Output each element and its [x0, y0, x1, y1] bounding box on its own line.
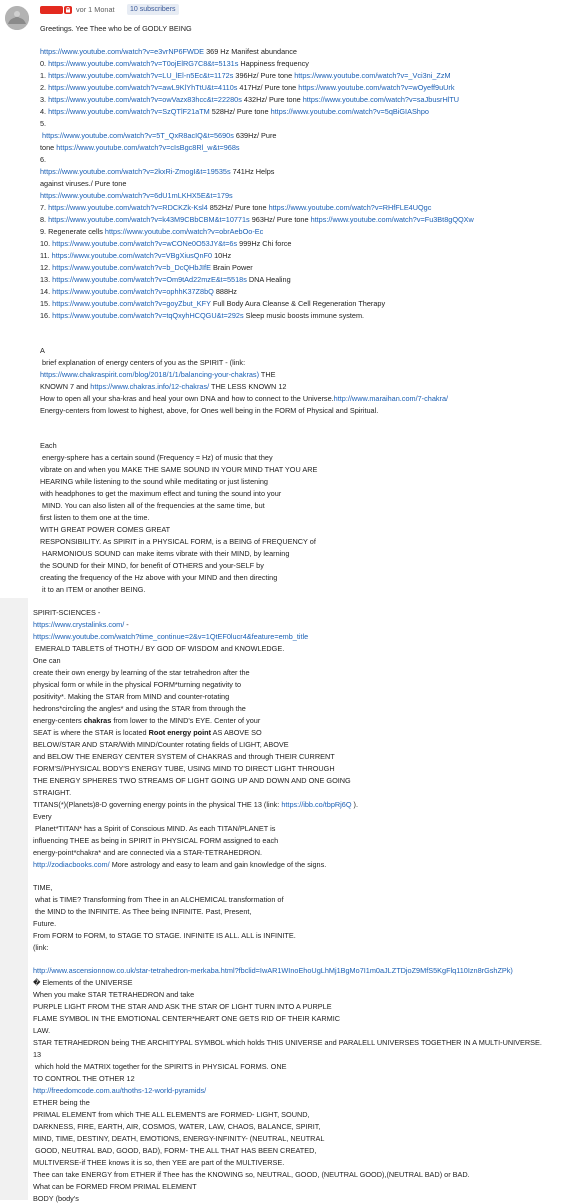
comment-link[interactable]: https://www.youtube.com/watch?v=T0ojElRG7C8&t=5131s: [48, 59, 239, 68]
comment-link[interactable]: https://www.chakraspirit.com/blog/2018/1/1/balancing-your-chakras): [40, 370, 260, 379]
comment-line: [33, 620, 129, 630]
comment-text: -: [124, 620, 129, 629]
comment-line: [33, 764, 335, 774]
comment-text: HEARING while listening to the sound while meditating or just listening: [40, 477, 268, 486]
comment-text: Each: [40, 441, 57, 450]
comment-line: [33, 680, 241, 690]
comment-text: 7.: [40, 203, 49, 212]
comment-text: 16.: [40, 311, 53, 320]
comment-text: first listen to them one at the time.: [40, 513, 150, 522]
comment-line: [33, 978, 133, 988]
comment-text: 8.: [40, 215, 49, 224]
comment-line: [33, 752, 335, 762]
comment-text: AS ABOVE SO: [211, 728, 262, 737]
comment-line: [33, 800, 358, 810]
comment-line: [33, 1134, 324, 1144]
comment-line: [40, 119, 46, 129]
comment-text: 741Hz Helps: [230, 167, 275, 176]
comment-text: 999Hz Chi force: [237, 239, 292, 248]
comment-link[interactable]: https://www.youtube.com/watch?v=k43M9CBbCBM&t=10771s: [48, 215, 250, 224]
comment-text: TITANS(*)(Planets)8-D governing energy points in the physical THE 13 (link:: [33, 800, 282, 809]
comment-line: [40, 59, 309, 69]
comment-link[interactable]: https://www.crystalinks.com/: [33, 620, 125, 629]
comment-line: [40, 179, 126, 189]
comment-text: MIND. You can also listen all of the frequencies at the same time, but: [40, 501, 265, 510]
comment-line: [40, 251, 231, 261]
comment-line: [33, 824, 275, 834]
comment-text: BELOW/STAR AND STAR/With MIND/Counter rotating fields of LIGHT, ABOVE: [33, 740, 289, 749]
comment-text: vibrate on and when you MAKE THE SAME SOUND IN YOUR MIND THAT YOU ARE: [40, 465, 318, 474]
comment-line: [40, 47, 297, 57]
comment-text: GOOD, NEUTRAL BAD, GOOD, BAD), FORM- THE ALL THAT HAS BEEN CREATED,: [33, 1146, 317, 1155]
comment-text: SPIRIT-SCIENCES -: [33, 608, 101, 617]
comment-text: HARMONIOUS SOUND can make items vibrate with their MIND, by learning: [40, 549, 290, 558]
comment-line: [33, 990, 194, 1000]
comment-text: 11.: [40, 251, 52, 260]
comment-line: [40, 239, 291, 249]
comment-text: DARKNESS, FIRE, EARTH, AIR, COSMOS, WATER, LAW, CHAOS, BALANCE, SPIRIT,: [33, 1122, 321, 1131]
comment-text: 5.: [40, 119, 47, 128]
comment-text: TIME,: [33, 883, 53, 892]
comment-line: [33, 907, 251, 917]
comment-link[interactable]: http://freedomcode.com.au/thoths-12-world-pyramids/: [33, 1086, 207, 1095]
comment-line: [40, 370, 276, 380]
comment-link[interactable]: https://www.youtube.com/watch?v=obrAebOo-Ec: [104, 227, 264, 236]
comment-link[interactable]: https://ibb.co/tbpRj6Q: [281, 800, 352, 809]
comment-line: [40, 287, 237, 297]
comment-link[interactable]: https://www.youtube.com/watch?v=2kxRi-ZmogI&t=19535s: [40, 167, 231, 176]
comment-line: [40, 263, 253, 273]
comment-line: [33, 1038, 542, 1048]
comment-text: Thee can take ENERGY from ETHER if Thee has the KNOWING so, NEUTRAL, GOOD, (NEUTRAL GOOD),(NEUTRAL BAD) or BAD.: [33, 1170, 470, 1179]
comment-link[interactable]: https://www.youtube.com/watch?v=6dU1mLKHX5E&t=179s: [40, 191, 233, 200]
comment-line: [33, 1002, 332, 1012]
comment-text: energy-centers: [33, 716, 84, 725]
comment-text: from lower to the MIND's EYE. Center of your: [111, 716, 261, 725]
comment-text: 3.: [40, 95, 49, 104]
comment-text: 13: [33, 1050, 42, 1059]
comment-line: [40, 585, 145, 595]
comment-text: the SOUND for their MIND, for benefit of OTHERS and your-SELF by: [40, 561, 264, 570]
comment-line: [33, 632, 308, 642]
comment-link[interactable]: https://www.youtube.com/watch?v=b_DcQHbJIfE: [52, 263, 211, 272]
comment-line: [40, 191, 233, 201]
comment-line: [33, 812, 52, 822]
comment-link[interactable]: https://www.youtube.com/watch?v=5qBiGIAShpo: [270, 107, 429, 116]
comment-text: One can: [33, 656, 61, 665]
comment-link[interactable]: http://www.maraihan.com/7-chakra/: [333, 394, 449, 403]
comment-text: brief explanation of energy centers of you as the SPIRIT - (link:: [40, 358, 246, 367]
comment-link[interactable]: https://www.youtube.com/watch?v=_Vci3ni_ZzM: [294, 71, 451, 80]
comment-text: 4.: [40, 107, 49, 116]
comment-text: hedrons*circling the angles* and using the STAR from through the: [33, 704, 246, 713]
comment-link[interactable]: https://www.youtube.com/watch?v=SzQTlF21aTM: [48, 107, 210, 116]
comment-line: [33, 860, 326, 870]
comment-link[interactable]: https://www.youtube.com/watch?v=owVazx83hcc&t=22280s: [48, 95, 242, 104]
comment-text: When you make STAR TETRAHEDRON and take: [33, 990, 195, 999]
comment-text: THE: [259, 370, 276, 379]
comment-text: 963Hz/ Pure tone: [249, 215, 311, 224]
comment-link[interactable]: https://www.youtube.com/watch?v=5T_QxR8acIQ&t=5690s: [42, 131, 234, 140]
comment-text: KNOWN 7 and: [40, 382, 91, 391]
comment-line: [40, 453, 273, 463]
comment-text: EMERALD TABLETS of THOTH./ BY GOD OF WISDOM and KNOWLEDGE.: [33, 644, 285, 653]
comment-text: 852Hz/ Pure tone: [207, 203, 269, 212]
comment-line: [33, 704, 246, 714]
comment-text: From FORM to FORM, to STAGE TO STAGE. INFINITE IS ALL. ALL is INFINITE.: [33, 931, 296, 940]
comment-line: [33, 644, 284, 654]
comment-line: [33, 836, 278, 846]
comment-text: energy-sphere has a certain sound (Frequency = Hz) of music that they: [40, 453, 273, 462]
comment-text: physical form or while in the physical FORM*turning negativity to: [33, 680, 242, 689]
comment-link[interactable]: https://www.youtube.com/watch?v=tqQxyhHCQGU&t=292s: [52, 311, 244, 320]
comment-text: DNA Healing: [246, 275, 291, 284]
comment-text: and BELOW THE ENERGY CENTER SYSTEM of CHAKRAS and through THEIR CURRENT: [33, 752, 335, 761]
comment-line: [40, 275, 291, 285]
comment-line: [40, 24, 192, 34]
comment-text: 396Hz/ Pure tone: [233, 71, 295, 80]
comment-line: [40, 406, 378, 416]
comment-link[interactable]: https://www.youtube.com/watch?v=awL9KlYhTtU&t=4110s: [48, 83, 238, 92]
comment-line: [33, 895, 284, 905]
comment-link[interactable]: https://www.youtube.com/watch?v=goyZbut_KFY: [52, 299, 211, 308]
comment-text: tone: [40, 143, 57, 152]
comment-line: [33, 1050, 41, 1060]
comment-line: [40, 561, 264, 571]
comment-text: creating the frequency of the Hz above with your MIND and then directing: [40, 573, 278, 582]
comment-text: ETHER being the: [33, 1098, 90, 1107]
comment-text: WITH GREAT POWER COMES GREAT: [40, 525, 171, 534]
comment-link[interactable]: https://www.youtube.com/watch?v=RHfFLE4UQgc: [268, 203, 432, 212]
comment-text: STRAIGHT.: [33, 788, 72, 797]
comment-line: [33, 740, 289, 750]
comment-text: it to an ITEM or another BEING.: [40, 585, 146, 594]
comment-line: [33, 716, 260, 726]
comment-text: THE ENERGY SPHERES TWO STREAMS OF LIGHT GOING UP AND DOWN AND ONE GOING: [33, 776, 351, 785]
comment-text: RESPONSIBILITY. As SPIRIT in a PHYSICAL FORM, is a BEING of FREQUENCY of: [40, 537, 316, 546]
comment-line: [33, 883, 52, 893]
comment-line: [33, 1086, 206, 1096]
comment-line: [40, 155, 46, 165]
comment-text: 888Hz: [213, 287, 237, 296]
comment-line: [40, 83, 454, 93]
comment-line: [33, 1122, 320, 1132]
comment-text: MIND, TIME, DESTINY, DEATH, EMOTIONS, ENERGY-INFINITY- (NEUTRAL, NEUTRAL: [33, 1134, 325, 1143]
comment-line: [40, 465, 317, 475]
comment-line: [40, 573, 277, 583]
comment-line: [33, 1098, 90, 1108]
comment-text: FLAME SYMBOL IN THE EMOTIONAL CENTER*HEART ONE GETS RID OF THEIR KARMIC: [33, 1014, 341, 1023]
comment-line: [33, 608, 100, 618]
comment-text: Energy-centers from lowest to highest, above, for Ones well being in the FORM of Physical and Spiritual.: [40, 406, 379, 415]
comment-text: influencing THEE as being in SPIRIT in PHYSICAL FORM assigned to each: [33, 836, 279, 845]
comment-line: [33, 1074, 135, 1084]
comment-text: Happiness frequency: [238, 59, 309, 68]
comment-line: [33, 1182, 197, 1192]
comment-line: [33, 931, 296, 941]
comment-line: [33, 788, 71, 798]
comment-line: [40, 299, 385, 309]
comment-line: [33, 656, 61, 666]
comment-line: [40, 107, 429, 117]
comment-link[interactable]: https://www.youtube.com/watch?v=ophhK37Z8bQ: [52, 287, 214, 296]
comment-text: How to open all your sha-kras and heal your own DNA and how to connect to the Universe.: [40, 394, 334, 403]
comment-text: 13.: [40, 275, 53, 284]
comment-text: More astrology and easy to learn and gain knowledge of the signs.: [109, 860, 327, 869]
comment-text: Brain Power: [210, 263, 253, 272]
subscriber-count-badge: 10 subscribers: [127, 4, 179, 15]
comment-text: 1.: [40, 71, 49, 80]
comment-link[interactable]: http://zodiacbooks.com/: [33, 860, 110, 869]
comment-line: [40, 525, 170, 535]
comment-line: [40, 382, 286, 392]
comment-line: [33, 1158, 284, 1168]
comment-line: [40, 311, 364, 321]
comment-text: 369 Hz Manifest abundance: [204, 47, 297, 56]
comment-text: 0.: [40, 59, 49, 68]
comment-text: 14.: [40, 287, 53, 296]
comment-line: [40, 203, 431, 213]
comment-text: (link:: [33, 943, 49, 952]
comment-line: [33, 1194, 79, 1204]
comment-line: [33, 692, 229, 702]
comment-text: PRIMAL ELEMENT from which THE ALL ELEMENTS are FORMED- LIGHT, SOUND,: [33, 1110, 310, 1119]
comment-text: Greetings. Yee Thee who be of GODLY BEING: [40, 24, 192, 33]
bold-text: chakras: [83, 716, 112, 725]
comment-link[interactable]: https://www.youtube.com/watch?v=wCONe0O53JY&t=6s: [52, 239, 238, 248]
comment-line: [40, 215, 474, 225]
comment-link[interactable]: https://www.youtube.com/watch?v=RDCKZk-Ksl4: [48, 203, 208, 212]
comment-link[interactable]: https://www.chakras.info/12-chakras/: [90, 382, 210, 391]
comment-link[interactable]: https://www.youtube.com/watch?v=saJbusrHlTU: [302, 95, 460, 104]
comment-text: energy-point*chakra* and are connected via a STAR-TETRAHEDRON.: [33, 848, 263, 857]
comment-line: [33, 1110, 310, 1120]
comment-timestamp[interactable]: vor 1 Monat: [76, 5, 115, 14]
comment-text: FORM'S//PHYSICAL BODY'S ENERGY TUBE, USING MIND TO DIRECT LIGHT THROUGH: [33, 764, 335, 773]
comment-text: MULTIVERSE-if THEE knows it is so, then YEE are part of the MULTIVERSE.: [33, 1158, 285, 1167]
comment-text: the MIND to the INFINITE. As Thee being INFINITE. Past, Present,: [33, 907, 252, 916]
comment-line: [33, 943, 48, 953]
comment-line: [40, 346, 45, 356]
comment-text: 528Hz/ Pure tone: [209, 107, 271, 116]
comment-link[interactable]: https://www.youtube.com/watch?time_continue=2&v=1QtEF0lucr4&feature=emb_title: [33, 632, 309, 641]
comment-text: LAW.: [33, 1026, 51, 1035]
comment-text: PURPLE LIGHT FROM THE STAR AND ASK THE STAR OF LIGHT TURN INTO A PURPLE: [33, 1002, 332, 1011]
comment-text: SEAT is where the STAR is located: [33, 728, 149, 737]
comment-link[interactable]: https://www.youtube.com/watch?v=cIsBgc8Rl_w&t=968s: [56, 143, 240, 152]
comment-line: [33, 1014, 340, 1024]
comment-line: [33, 848, 262, 858]
comment-line: [40, 549, 289, 559]
comment-line: [40, 394, 448, 404]
comment-link[interactable]: https://www.youtube.com/watch?v=wOyeff9uUrk: [298, 83, 455, 92]
bold-text: Root energy point: [148, 728, 212, 737]
comment-text: TO CONTROL THE OTHER 12: [33, 1074, 135, 1083]
comment-text: Full Body Aura Cleanse & Cell Regeneration Therapy: [210, 299, 386, 308]
comment-line: [40, 537, 316, 547]
comment-text: create their own energy by learning of the star tetrahedron after the: [33, 668, 250, 677]
comment-text: 432Hz/ Pure tone: [241, 95, 303, 104]
comment-text: 9. Regenerate cells: [40, 227, 105, 236]
comment-link[interactable]: https://www.youtube.com/watch?v=e3vrNP6FWDE: [40, 47, 205, 56]
comment-text: What can be FORMED FROM PRIMAL ELEMENT: [33, 1182, 197, 1191]
comment-text: 15.: [40, 299, 53, 308]
comment-text: � Elements of the UNIVERSE: [33, 978, 133, 987]
comment-line: [40, 95, 459, 105]
comment-line: [33, 1062, 286, 1072]
comment-line: [33, 1146, 316, 1156]
comment-text: 12.: [40, 263, 53, 272]
comment-text: 10Hz: [212, 251, 232, 260]
comment-line: [40, 167, 274, 177]
comment-link[interactable]: http://www.ascensionnow.co.uk/star-tetrahedron-merkaba.html?fbclid=IwAR1WInoEhoUgLhMj1BgMo7I1m0aJLZTDjoZ9MfS5KgFlq110Izn8rGshZPk): [33, 966, 513, 975]
comment-line: [40, 71, 451, 81]
comment-line: [33, 966, 513, 976]
comment-text: A: [40, 346, 45, 355]
comment-text: what is TIME? Transforming from Thee in an ALCHEMICAL transformation of: [33, 895, 284, 904]
comment-text: which hold the MATRIX together for the SPIRITS in PHYSICAL FORMS. ONE: [33, 1062, 287, 1071]
comment-text: Future.: [33, 919, 57, 928]
comment-text: against viruses./ Pure tone: [40, 179, 127, 188]
comment-text: STAR TETRAHEDRON being THE ARCHITYPAL SYMBOL which holds THIS UNIVERSE and PARALELL UNIVERSES TOGETHER IN A MULTI-UNIVERSE.: [33, 1038, 542, 1047]
comment-line: [40, 441, 57, 451]
comment-line: [40, 227, 263, 237]
comment-link[interactable]: https://www.youtube.com/watch?v=LU_lEl-n5Ec&t=1172s: [48, 71, 234, 80]
comment-text: 10.: [40, 239, 53, 248]
comment-line: [40, 131, 276, 141]
comment-link[interactable]: https://www.youtube.com/watch?v=VBgXiusQnF0: [51, 251, 213, 260]
comment-text: Every: [33, 812, 52, 821]
comment-text: 417Hz/ Pure tone: [237, 83, 299, 92]
comment-text: 6.: [40, 155, 47, 164]
comment-line: [33, 668, 250, 678]
comment-link[interactable]: https://www.youtube.com/watch?v=Fu3Bt8gQQXw: [310, 215, 474, 224]
comment-text: ).: [351, 800, 359, 809]
comment-text: positivity*. Making the STAR from MIND and counter-rotating: [33, 692, 230, 701]
comment-line: [40, 501, 265, 511]
comment-text: BODY (body's: [33, 1194, 79, 1203]
comment-line: [40, 477, 268, 487]
comment-text: with headphones to get the maximum effect and tuning the sound into your: [40, 489, 282, 498]
comment-link[interactable]: https://www.youtube.com/watch?v=Om9tAd22mzE&t=5518s: [52, 275, 247, 284]
comment-line: [40, 358, 245, 368]
comment-text: 639Hz/ Pure: [233, 131, 277, 140]
comment-text: THE LESS KNOWN 12: [209, 382, 287, 391]
comment-line: [40, 143, 240, 153]
comment-line: [33, 1026, 50, 1036]
comment-line: [33, 1170, 470, 1180]
comment-line: [40, 513, 150, 523]
comment-line: [40, 489, 281, 499]
comment-text: 2.: [40, 83, 49, 92]
comment-line: [33, 776, 351, 786]
comment-line: [33, 728, 262, 738]
comment-line: [33, 919, 56, 929]
comment-text: Planet*TITAN* has a Spirit of Conscious MIND. As each TITAN/PLANET is: [33, 824, 276, 833]
comment-text: Sleep music boosts immune system.: [243, 311, 365, 320]
